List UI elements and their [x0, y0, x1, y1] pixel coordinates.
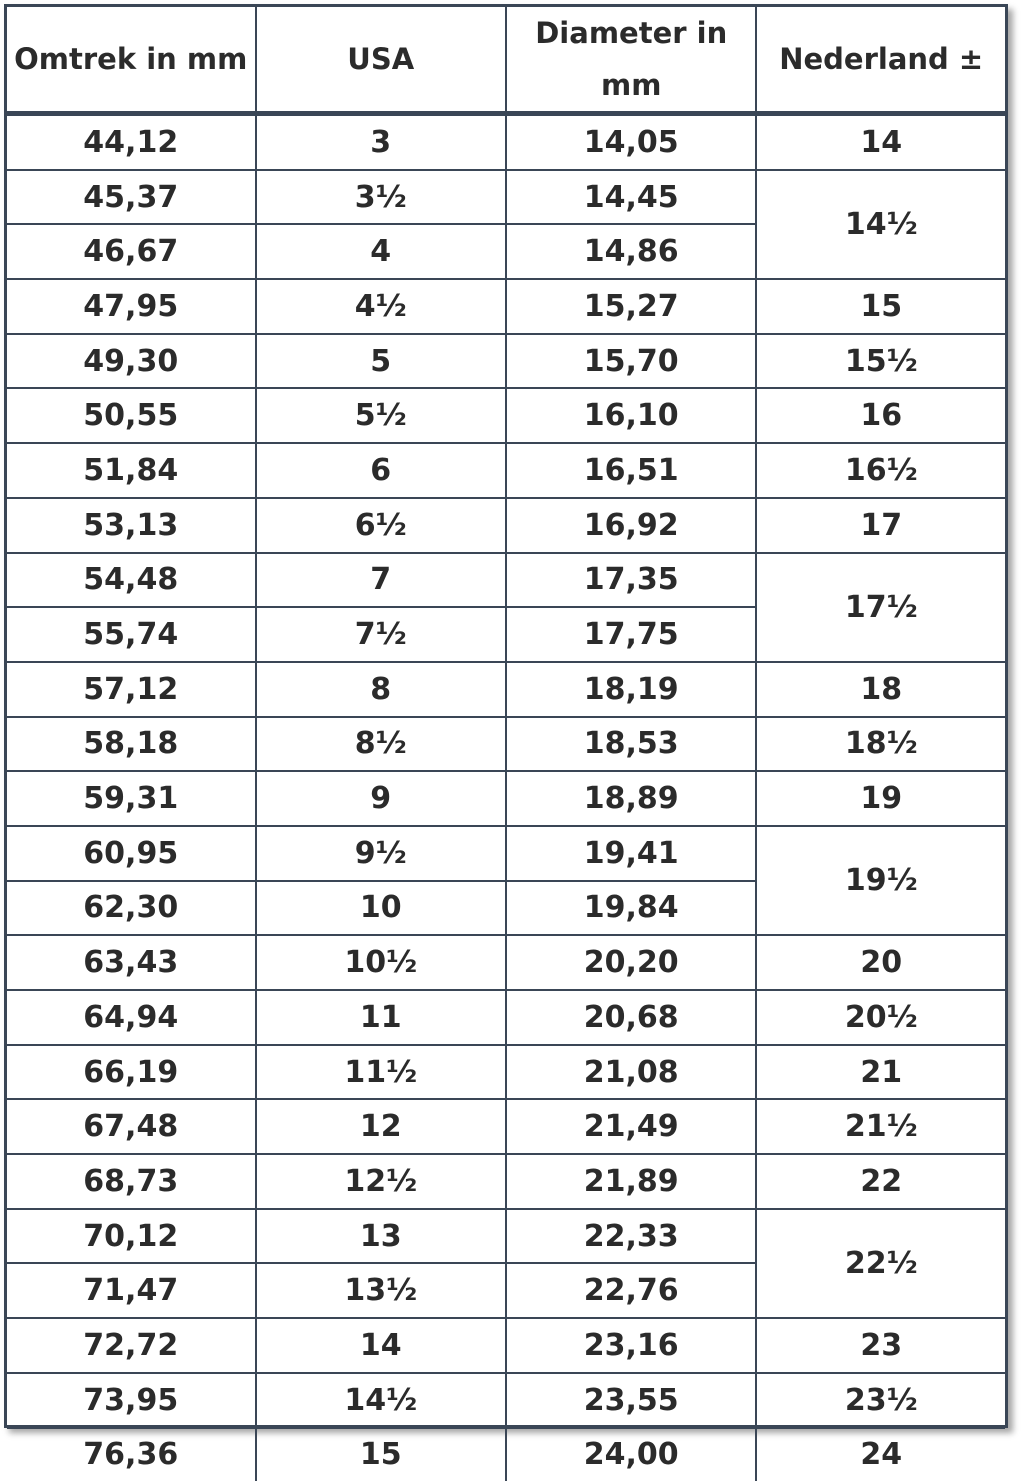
table-row — [7, 1373, 1005, 1428]
cell-omtrek: 76,36 — [7, 1428, 256, 1481]
cell-usa: 6 — [256, 443, 506, 498]
table-row — [7, 662, 1005, 717]
cell-omtrek: 50,55 — [7, 388, 256, 443]
cell-nederland: 22 — [756, 1154, 1005, 1209]
table-row — [7, 1428, 1005, 1481]
cell-omtrek: 46,67 — [7, 224, 256, 279]
table-row — [7, 170, 1005, 225]
cell-omtrek: 70,12 — [7, 1209, 256, 1264]
table-row — [7, 990, 1005, 1045]
cell-usa: 11 — [256, 990, 506, 1045]
table-row — [7, 279, 1005, 334]
cell-omtrek: 55,74 — [7, 607, 256, 662]
cell-usa: 14 — [256, 1318, 506, 1373]
cell-diameter: 16,51 — [506, 443, 756, 498]
table-row — [7, 443, 1005, 498]
cell-nederland: 19½ — [756, 826, 1005, 935]
table-row — [7, 717, 1005, 772]
cell-usa: 4 — [256, 224, 506, 279]
cell-diameter: 18,19 — [506, 662, 756, 717]
cell-omtrek: 59,31 — [7, 771, 256, 826]
cell-usa: 15 — [256, 1428, 506, 1481]
cell-usa: 13 — [256, 1209, 506, 1264]
cell-nederland: 21½ — [756, 1099, 1005, 1154]
table-row — [7, 1045, 1005, 1100]
table-row — [7, 1318, 1005, 1373]
cell-diameter: 15,27 — [506, 279, 756, 334]
cell-usa: 7 — [256, 553, 506, 608]
cell-usa: 5½ — [256, 388, 506, 443]
cell-usa: 12½ — [256, 1154, 506, 1209]
table-row — [7, 388, 1005, 443]
cell-omtrek: 54,48 — [7, 553, 256, 608]
cell-usa: 4½ — [256, 279, 506, 334]
cell-nederland: 24 — [756, 1428, 1005, 1481]
cell-diameter: 18,89 — [506, 771, 756, 826]
cell-diameter: 20,20 — [506, 935, 756, 990]
cell-diameter: 23,55 — [506, 1373, 756, 1428]
cell-usa: 12 — [256, 1099, 506, 1154]
cell-nederland: 15 — [756, 279, 1005, 334]
ring-size-table — [7, 7, 1005, 1481]
cell-diameter: 21,08 — [506, 1045, 756, 1100]
cell-usa: 8 — [256, 662, 506, 717]
table-row — [7, 1154, 1005, 1209]
cell-nederland: 14½ — [756, 170, 1005, 279]
cell-omtrek: 66,19 — [7, 1045, 256, 1100]
cell-nederland: 17½ — [756, 553, 1005, 662]
cell-diameter: 14,86 — [506, 224, 756, 279]
cell-diameter: 20,68 — [506, 990, 756, 1045]
cell-diameter: 21,49 — [506, 1099, 756, 1154]
cell-usa: 8½ — [256, 717, 506, 772]
cell-usa: 13½ — [256, 1263, 506, 1318]
cell-omtrek: 72,72 — [7, 1318, 256, 1373]
cell-nederland: 18 — [756, 662, 1005, 717]
cell-diameter: 14,05 — [506, 114, 756, 170]
cell-diameter: 19,84 — [506, 881, 756, 936]
cell-omtrek: 63,43 — [7, 935, 256, 990]
cell-diameter: 22,76 — [506, 1263, 756, 1318]
cell-nederland: 18½ — [756, 717, 1005, 772]
cell-nederland: 21 — [756, 1045, 1005, 1100]
cell-usa: 5 — [256, 334, 506, 389]
cell-diameter: 17,75 — [506, 607, 756, 662]
cell-nederland: 23½ — [756, 1373, 1005, 1428]
table-row — [7, 334, 1005, 389]
cell-usa: 3 — [256, 114, 506, 170]
column-header-omtrek: Omtrek in mm — [7, 7, 256, 114]
cell-usa: 9½ — [256, 826, 506, 881]
cell-omtrek: 45,37 — [7, 170, 256, 225]
cell-diameter: 15,70 — [506, 334, 756, 389]
column-header-diameter: Diameter in mm — [506, 7, 756, 114]
table-row — [7, 498, 1005, 553]
table-body — [7, 114, 1005, 1481]
cell-diameter: 21,89 — [506, 1154, 756, 1209]
cell-omtrek: 47,95 — [7, 279, 256, 334]
cell-usa: 10 — [256, 881, 506, 936]
cell-diameter: 19,41 — [506, 826, 756, 881]
cell-usa: 7½ — [256, 607, 506, 662]
cell-omtrek: 62,30 — [7, 881, 256, 936]
cell-omtrek: 57,12 — [7, 662, 256, 717]
table-row — [7, 114, 1005, 170]
cell-omtrek: 71,47 — [7, 1263, 256, 1318]
cell-diameter: 24,00 — [506, 1428, 756, 1481]
cell-diameter: 17,35 — [506, 553, 756, 608]
cell-diameter: 16,92 — [506, 498, 756, 553]
cell-diameter: 18,53 — [506, 717, 756, 772]
table-row — [7, 771, 1005, 826]
column-header-usa: USA — [256, 7, 506, 114]
cell-diameter: 16,10 — [506, 388, 756, 443]
table-row — [7, 826, 1005, 881]
cell-nederland: 22½ — [756, 1209, 1005, 1318]
table-row — [7, 1209, 1005, 1264]
cell-nederland: 19 — [756, 771, 1005, 826]
cell-nederland: 15½ — [756, 334, 1005, 389]
cell-omtrek: 49,30 — [7, 334, 256, 389]
cell-diameter: 23,16 — [506, 1318, 756, 1373]
cell-nederland: 14 — [756, 114, 1005, 170]
cell-omtrek: 44,12 — [7, 114, 256, 170]
cell-omtrek: 73,95 — [7, 1373, 256, 1428]
cell-usa: 9 — [256, 771, 506, 826]
cell-usa: 11½ — [256, 1045, 506, 1100]
table-row — [7, 553, 1005, 608]
table-row — [7, 1099, 1005, 1154]
cell-diameter: 14,45 — [506, 170, 756, 225]
cell-omtrek: 67,48 — [7, 1099, 256, 1154]
cell-nederland: 16½ — [756, 443, 1005, 498]
cell-nederland: 17 — [756, 498, 1005, 553]
ring-size-table-container — [4, 4, 1008, 1428]
table-header-row — [7, 7, 1005, 114]
cell-omtrek: 58,18 — [7, 717, 256, 772]
table-row — [7, 935, 1005, 990]
cell-nederland: 20 — [756, 935, 1005, 990]
cell-omtrek: 64,94 — [7, 990, 256, 1045]
cell-nederland: 16 — [756, 388, 1005, 443]
column-header-nederland: Nederland ± — [756, 7, 1005, 114]
cell-omtrek: 60,95 — [7, 826, 256, 881]
cell-usa: 14½ — [256, 1373, 506, 1428]
cell-usa: 6½ — [256, 498, 506, 553]
cell-usa: 10½ — [256, 935, 506, 990]
cell-nederland: 20½ — [756, 990, 1005, 1045]
cell-omtrek: 51,84 — [7, 443, 256, 498]
cell-omtrek: 68,73 — [7, 1154, 256, 1209]
cell-usa: 3½ — [256, 170, 506, 225]
cell-omtrek: 53,13 — [7, 498, 256, 553]
cell-diameter: 22,33 — [506, 1209, 756, 1264]
cell-nederland: 23 — [756, 1318, 1005, 1373]
